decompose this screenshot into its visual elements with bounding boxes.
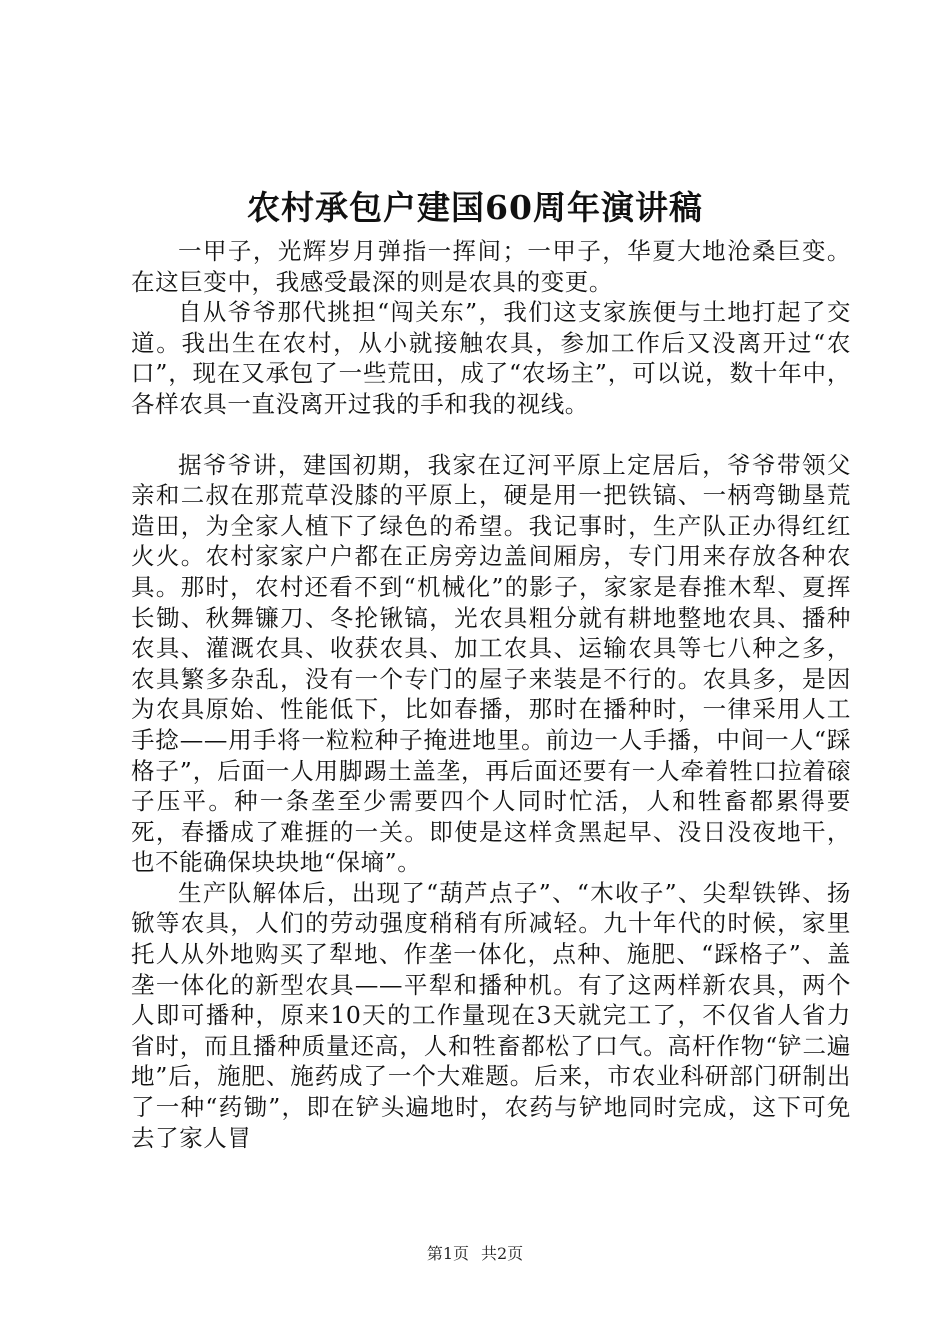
paragraph-3: 据爷爷讲，建国初期，我家在辽河平原上定居后，爷爷带领父亲和二叔在那荒草没膝的平原上，硬是用一把铁镐、一柄弯锄垦荒造田，为全家人植下了绿色的希望。我记事时，生产队正办得红红火火。农村家家户户都在正房旁边盖间厢房，专门用来存放各种农具。那时，农村还看不到“机械化”的影子，家家是春推木犁、夏挥长锄、秋舞镰刀、冬抡锹镐，光农具粗分就有耕地整地农具、播种农具、灌溉农具、收获农具、加工农具、运输农具等七八种之多，农具繁多杂乱，没有一个专门的屋子来装是不行的。农具多，是因为农具原始、性能低下，比如春播，那时在播种时，一律采用人工手捻——用手将一粒粒种子掩进地里。前边一人手播，中间一人“踩格子”，后面一人用脚踢土盖垄，再后面还要有一人牵着牲口拉着磙子压平。种一条垄至少需要四个人同时忙活，人和牲畜都累得要死，春播成了难捱的一关。即使是这样贪黑起早、没日没夜地干，也不能确保块块地“保墒”。 xyxy=(131,450,851,877)
paragraph-1: 一甲子，光辉岁月弹指一挥间；一甲子，华夏大地沧桑巨变。在这巨变中，我感受最深的则是农具的变更。 xyxy=(131,237,851,296)
document-body xyxy=(131,236,851,1153)
paragraph-2: 自从爷爷那代挑担“闯关东”，我们这支家族便与土地打起了交道。我出生在农村，从小就接触农具，参加工作后又没离开过“农口”，现在又承包了一些荒田，成了“农场主”，可以说，数十年中，各样农具一直没离开过我的手和我的视线。 xyxy=(131,298,851,418)
page-total: 共2页 xyxy=(481,1244,524,1263)
page-footer xyxy=(0,1244,950,1264)
document-title: 农村承包户建国60周年演讲稿 xyxy=(247,188,703,227)
paragraph-4: 生产队解体后，出现了“葫芦点子”、“木收子”、尖犁铁铧、扬锨等农具，人们的劳动强度稍稍有所减轻。九十年代的时候，家里托人从外地购买了犁地、作垄一体化，点种、施肥、“踩格子”、盖垄一体化的新型农具——平犁和播种机。有了这两样新农具，两个人即可播种，原来10天的工作量现在3天就完工了，不仅省人省力省时，而且播种质量还高，人和牲畜都松了口气。高杆作物“铲二遍地”后，施肥、施药成了一个大难题。后来，市农业科研部门研制出了一种“药锄”，即在铲头遍地时，农药与铲地同时完成，这下可免去了家人冒 xyxy=(131,878,851,1152)
page-number: 第1页 xyxy=(426,1244,469,1263)
